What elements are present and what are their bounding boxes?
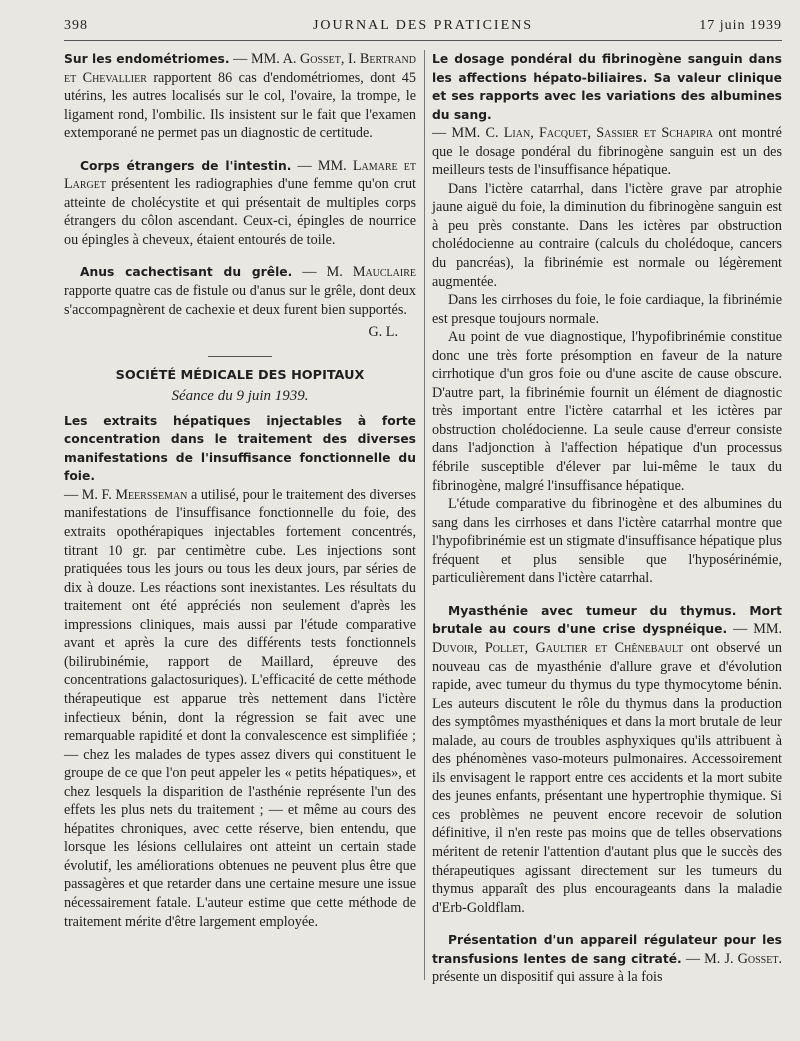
article-myasthenie [432,602,782,917]
article-title: Sur les endométriomes. [64,52,230,66]
article-paragraph: Au point de vue diagnostique, l'hypofibrinémie constitue donc une très forte présomption en faveur de la nature cirrhotique d'un gros foie ou d'une ascite de cause obscure. D'autre part, la fibrinémie fournit un élément de diagnostic très important entre l'ictère catarrhal et les ictères par obstruction cholédocienne. La seule cause d'erreur consiste dans l'adjonction à l'affection hépatique d'un processus fébrile susceptible d'élever par lui-même le taux du fibrinogène, malgré l'insuffisance hépatique. [432,329,782,494]
article-paragraph: L'étude comparative du fibrinogène et des albumines du sang dans les cirrhoses et dans l'ictère catarrhal montre que l'hypofibrinémie est un stigmate d'insuffisance hépatique plus fréquent et plus sensible que l'hyposérinémie, particulièrement dans l'ictère catarrhal. [432,496,783,587]
page-header [64,14,782,41]
article-body: ont montré que le dosage pondéral du fibrinogène sanguin est un des meilleurs tests de l'insuffisance hépatique. [432,125,782,179]
article-body: rapportent 86 cas d'endométriomes, dont 45 utérins, les autres localisés sur le col, l'ovaire, la trompe, le ligament rond, l'ombilic. Ils insistent sur le fait que l'examen extemporané ne permet pas un diagnostic de certitude. [64,69,416,142]
article-anus-cachectisant [64,263,416,319]
article-corps-etrangers [64,157,416,250]
article-endometriomes [64,50,416,143]
article-authors: — MM. A. Gosset, I. Bertrand et Chevallier [64,51,416,86]
column-divider [424,50,425,980]
article-title: Les extraits hépatiques injectables à forte concentration dans le traitement des diverses manifestations de l'insuffisance fonctionnelle du foie. [64,413,416,484]
left-column [64,50,416,931]
article-authors: — M. J. Gosset. [685,950,782,967]
page-number: 398 [64,18,88,33]
article-authors: — M. F. Meersseman [64,486,188,503]
article-title: Anus cachectisant du grêle. [80,265,293,280]
article-fibrinogene [432,124,782,180]
seance-date: Séance du 9 juin 1939. [171,388,309,405]
article-body: a utilisé, pour le traitement des diverses manifestations de l'insuffisance fonctionnelle du foie, des extraits opothérapiques injectables fortement concentrés, titrant 10 gr. par centimètre cube. Les injections sont pratiquées tous les jours ou tous les deux jours, par séries de dix à douze. Les réactions sont inexistantes. Les résultats du traitement ont été appréciés non seulement d'après les impressions cliniques, mais aussi par l'étude comparative avant et après la cure des différents tests fonctionnels (bilirubinémie, rapport de Maillard, épreuve des concentrations galactosuriques). L'efficacité de cette méthode thérapeutique est apparue très nettement dans l'ictère infectieux bénin, dont la régression se fait avec une remarquable rapidité et dont la convalescence est simplifiée ; — chez les malades de types assez divers qui constituent le groupe de ce que l'on peut appeler les « petits hépatiques», et chez lesquels la disparition de l'asthénie représente l'un des effets les plus nets du traitement ; — et même au cours des hépatites chroniques, avec cette réserve, bien entendu, que lorsque les lésions cellulaires ont atteint un certain stade évolutif, les améliorations obtenues ne peuvent plus être que passagères et que retarder dans une certaine mesure une issue nécessairement fatale. L'auteur estime que cette méthode de traitement mérite d'être largement employée. [64,486,417,930]
section-rule [208,356,272,357]
article-title: Myasthénie avec tumeur du thymus. Mort brutale au cours d'une crise dyspnéique. [432,603,782,637]
article-body: présentent les radiographies d'une femme qu'on crut atteinte de cholécystite et qui présentait de multiples corps étrangers du côlon ascendant. Ceux-ci, épingles de nourrice ou épingles à cheveux, étaient entourés de toile. [64,176,416,248]
journal-title: JOURNAL DES PRATICIENS [312,18,534,33]
article-authors: — MM. Duvoir, Pollet, Gaultier et Chênebault [432,621,783,656]
issue-date: 17 juin 1939 [699,18,782,33]
article-title: Le dosage pondéral du fibrinogène sanguin dans les affections hépato-biliaires. Sa valeur clinique et ses rapports avec les variations des albumines du sang. [432,52,782,122]
article-body: rapporte quatre cas de fistule ou d'anus sur le grêle, dont deux s'accompagnèrent de cachexie et deux furent bien supportés. [64,283,416,318]
article-paragraph: Dans l'ictère catarrhal, dans l'ictère grave par atrophie jaune aiguë du foie, la diminution du fibrinogène sanguin est à peu près constante. Dans les ictères par obstruction cholédocienne au contraire (calculs du cholédoque, cancers du pancréas), la fibrinémie est normale ou légèrement augmentée. [432,180,782,290]
article-body: présente un dispositif qui assure à la fois [432,969,663,986]
article-authors: — M. Mauclaire [302,264,417,281]
article-title: Corps étrangers de l'intestin. [80,158,292,173]
article-paragraph: Dans les cirrhoses du foie, le foie cardiaque, la fibrinémie est presque toujours normale. [432,292,782,327]
right-column [432,50,782,987]
signature: G. L. [368,324,398,341]
society-heading: SOCIÉTÉ MÉDICALE DES HOPITAUX [115,367,365,383]
article-body: ont observé un nouveau cas de myasthénie d'allure grave et d'évolution rapide, avec tumeur du thymus du type thymocytome bénin. Les auteurs discutent le rôle du thymus dans la production des symptômes myasthéniques et dans la mort brutale de leur malade, au cours de troubles asphyxiques qu'ils attribuent à des phénomènes vaso-moteurs pulmonaires. Accessoirement ils envisagent le rapport entre ces accidents et la mort subite des jeunes enfants, présentant une hypertrophie thymique. Si ces problèmes ne peuvent encore recevoir de solution définitive, il n'en reste pas moins que de telles observations méritent de retenir l'attention d'autant plus que le succès des thérapeutiques agissant directement sur les tumeurs du thymus apparaît des plus encourageants dans la maladie d'Erb-Goldflam. [432,639,782,916]
article-authors: — MM. Lamare et Larget [64,157,417,193]
article-extraits-hepatiques [64,486,416,931]
article-transfusions [432,931,782,987]
article-title: Présentation d'un appareil régulateur pour les transfusions lentes de sang citraté. [432,933,782,966]
article-authors: — MM. C. Lian, Facquet, Sassier et Schapira [432,125,714,142]
